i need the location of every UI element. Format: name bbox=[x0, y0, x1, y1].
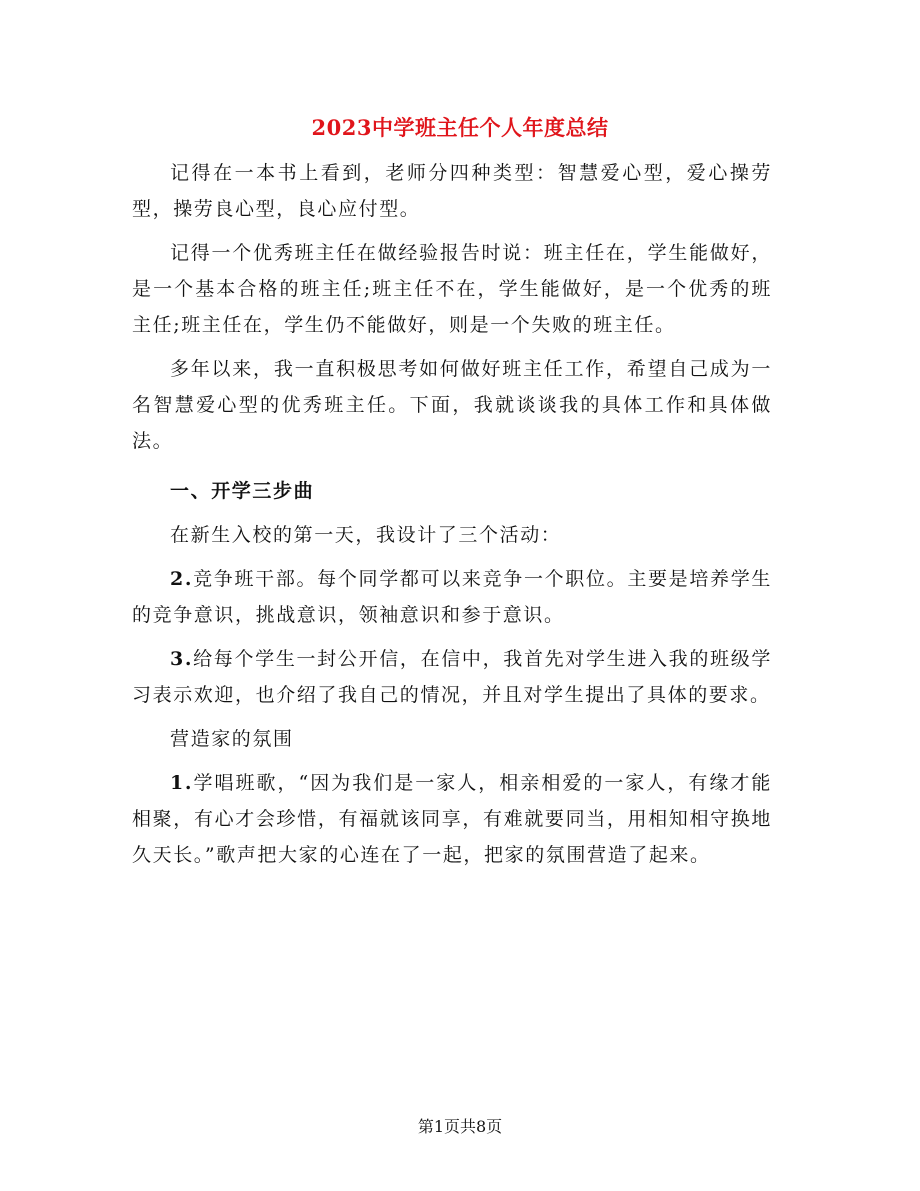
list-item-text: 学唱班歌，“因为我们是一家人，相亲相爱的一家人，有缘才能相聚，有心才会珍惜，有福就该同享，有难就要同当，用相知相守换地久天长。”歌声把大家的心连在了一起，把家的氛围营造了起来。 bbox=[132, 772, 772, 866]
list-item-text: 竞争班干部。每个同学都可以来竞争一个职位。主要是培养学生的竞争意识，挑战意识，领袖意识和参于意识。 bbox=[132, 568, 772, 626]
document-title: 2023中学班主任个人年度总结 bbox=[311, 115, 609, 140]
section-heading: 营造家的氛围 bbox=[170, 728, 294, 750]
paragraph: 记得一个优秀班主任在做经验报告时说：班主任在，学生能做好，是一个基本合格的班主任;班主任不在，学生能做好，是一个优秀的班主任;班主任在，学生仍不能做好，则是一个失败的班主任。 bbox=[132, 242, 772, 336]
list-item bbox=[132, 561, 772, 633]
page-indicator: 第1页共8页 bbox=[417, 1117, 503, 1136]
list-item bbox=[132, 765, 772, 873]
list-number: 1. bbox=[170, 772, 194, 794]
list-number: 2. bbox=[170, 568, 194, 590]
paragraph: 多年以来，我一直积极思考如何做好班主任工作，希望自己成为一名智慧爱心型的优秀班主任。下面，我就谈谈我的具体工作和具体做法。 bbox=[132, 358, 772, 452]
paragraph: 在新生入校的第一天，我设计了三个活动： bbox=[170, 524, 562, 546]
list-item bbox=[132, 641, 772, 713]
paragraph: 记得在一本书上看到，老师分四种类型：智慧爱心型，爱心操劳型，操劳良心型，良心应付型。 bbox=[132, 162, 772, 220]
list-item-text: 给每个学生一封公开信，在信中，我首先对学生进入我的班级学习表示欢迎，也介绍了我自己的情况，并且对学生提出了具体的要求。 bbox=[132, 648, 772, 706]
list-number: 3. bbox=[170, 648, 194, 670]
document-body bbox=[132, 155, 772, 881]
section-heading: 一、开学三步曲 bbox=[170, 480, 315, 502]
